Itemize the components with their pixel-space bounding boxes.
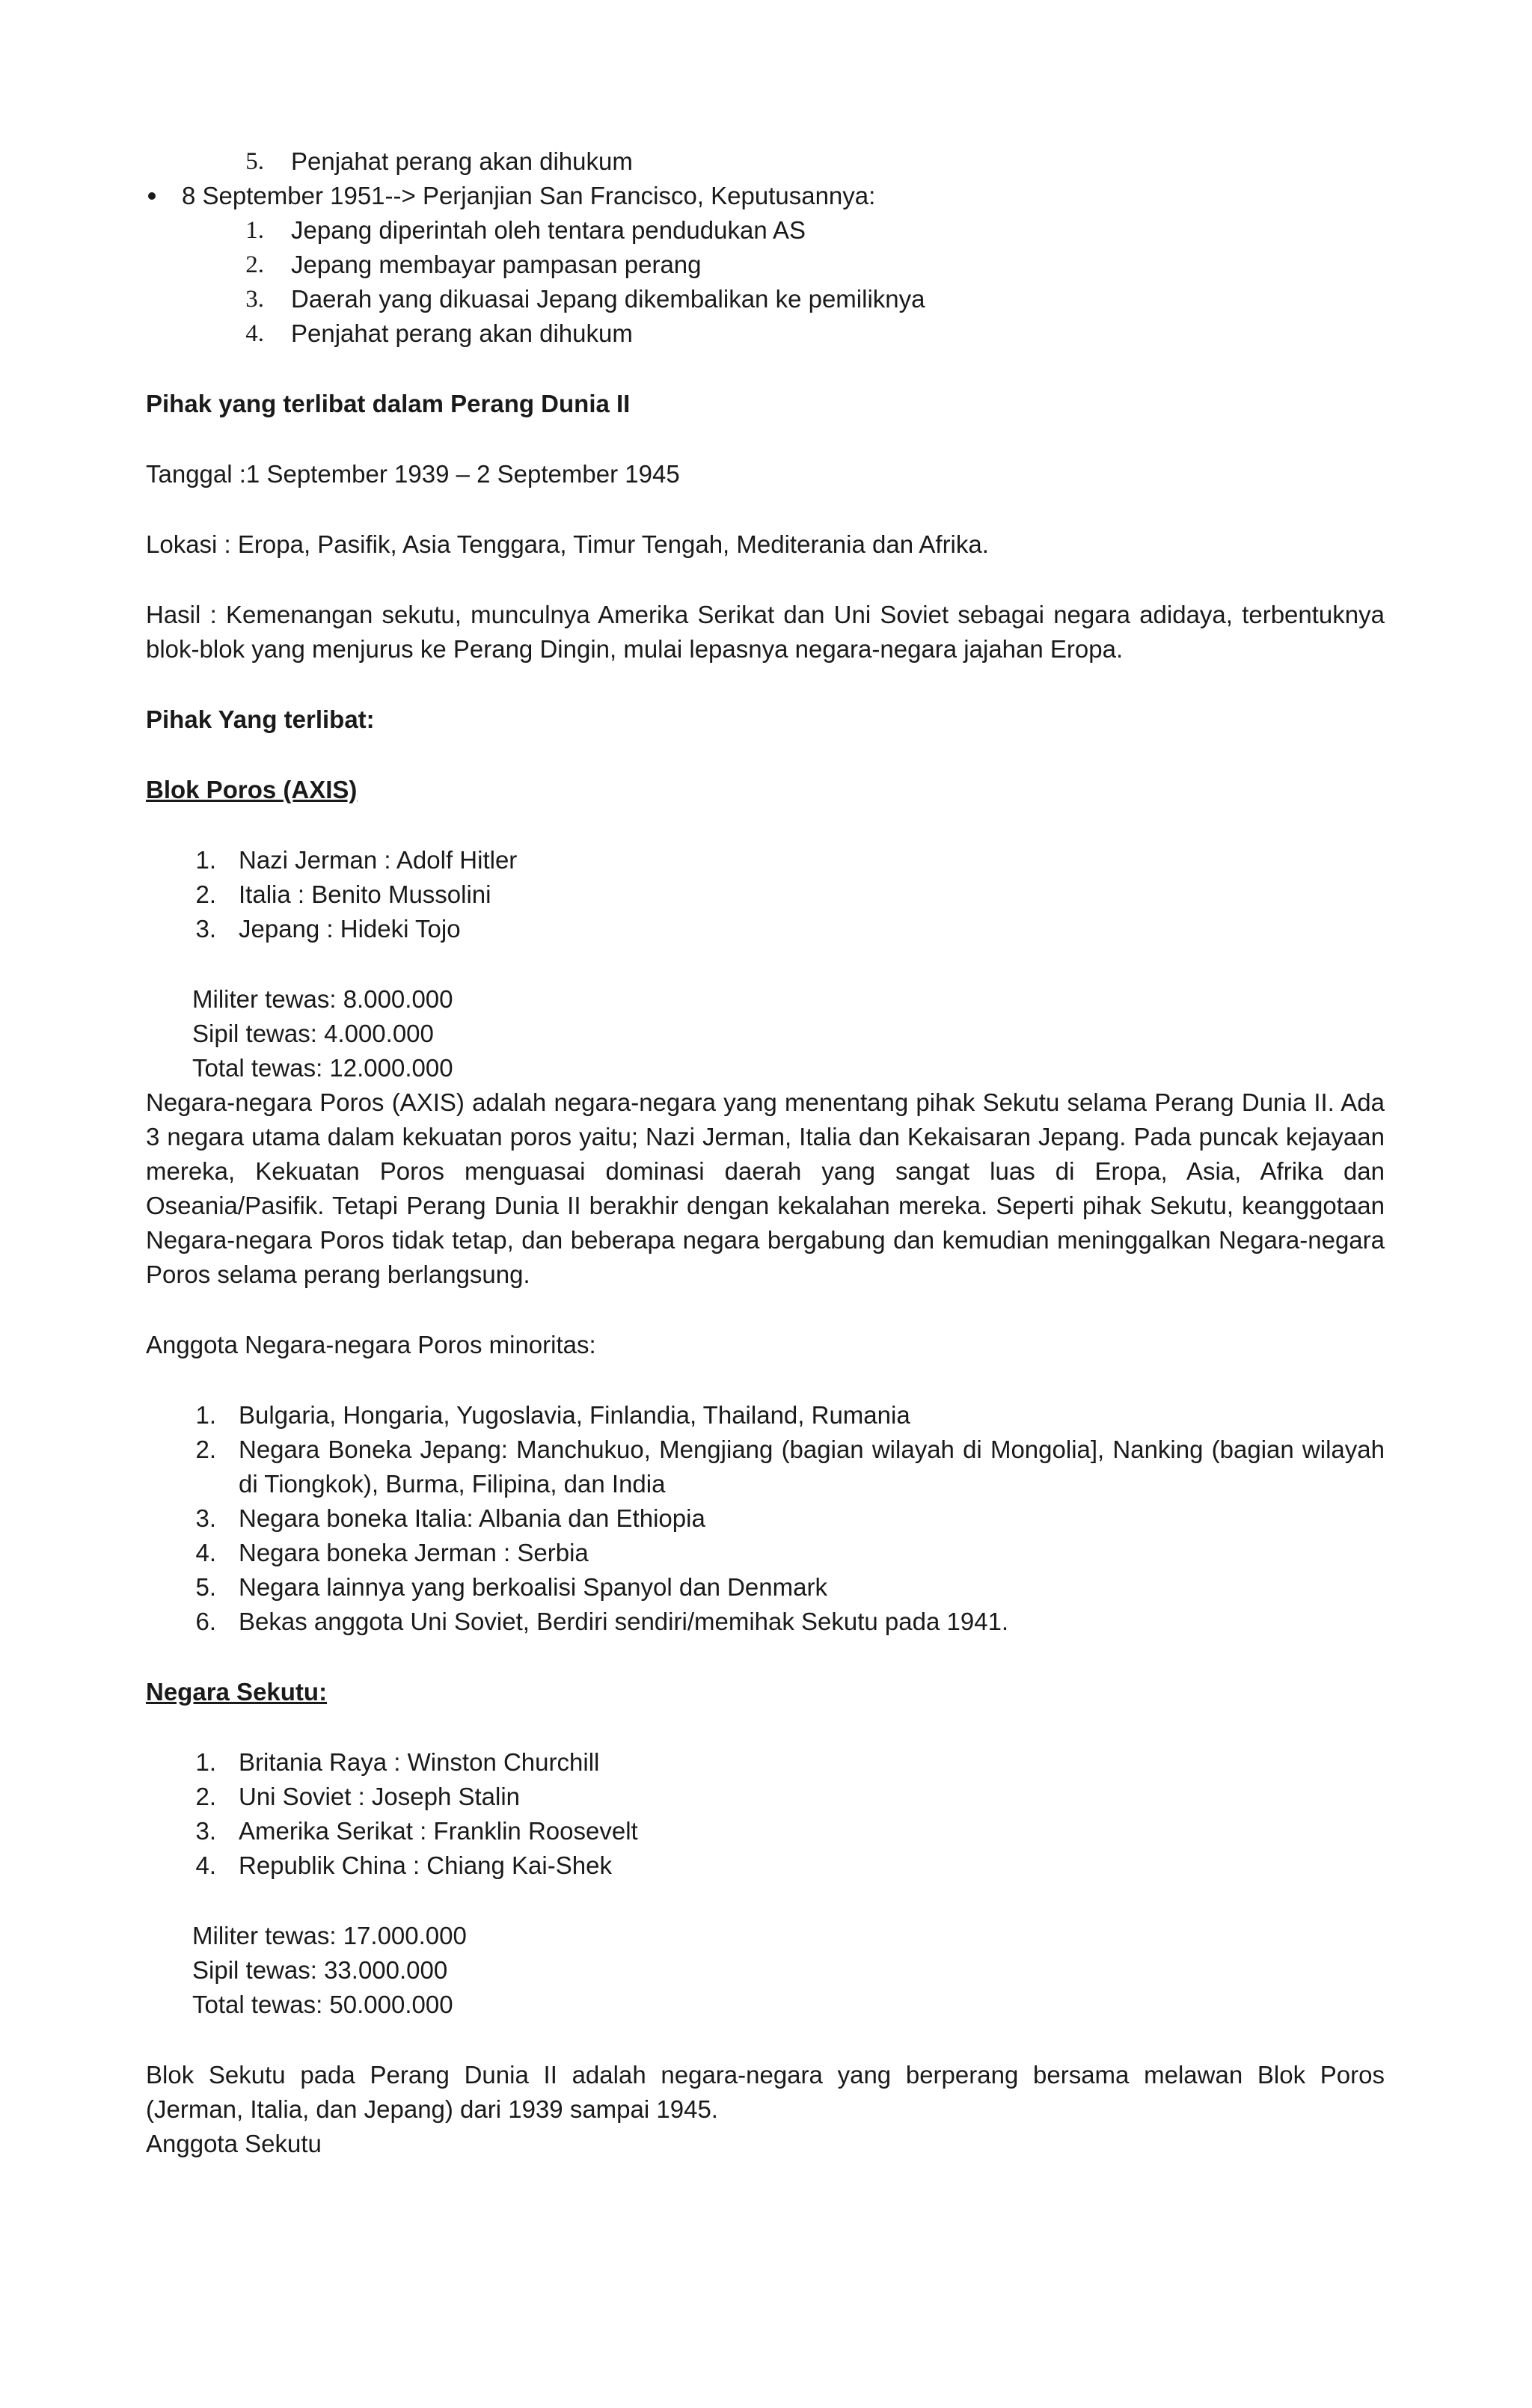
section-heading: Pihak yang terlibat dalam Perang Dunia II xyxy=(146,390,631,417)
list-text: Republik China : Chiang Kai-Shek xyxy=(239,1851,612,1879)
list-item xyxy=(146,912,1385,946)
allies-military-deaths: Militer tewas: 17.000.000 xyxy=(192,1922,467,1949)
list-text: Uni Soviet : Joseph Stalin xyxy=(239,1783,521,1810)
list-item xyxy=(146,282,1385,316)
list-text: Italia : Benito Mussolini xyxy=(239,880,491,908)
list-number: 6. xyxy=(195,1608,216,1635)
list-text: Penjahat perang akan dihukum xyxy=(291,147,633,175)
list-item xyxy=(146,248,1385,282)
list-number: 2. xyxy=(195,1783,216,1810)
axis-minor-list xyxy=(146,1398,1385,1639)
list-number: 2. xyxy=(245,251,264,278)
axis-description: Negara-negara Poros (AXIS) adalah negara-negara yang menentang pihak Sekutu selama Perang Dunia II. Ada 3 negara utama dalam kekuatan poros yaitu; Nazi Jerman, Italia dan Kekaisaran Jepang. Pada puncak kejayaan mereka, Kekuatan Poros menguasai dominasi daerah yang sangat luas di Eropa, Asia, Afrika dan Oseania/Pasifik. Tetapi Perang Dunia II berakhir dengan kekalahan mereka. Seperti pihak Sekutu, keanggotaan Negara-negara Poros tidak tetap, dan beberapa negara bergabung dan kemudian meninggalkan Negara-negara Poros selama perang berlangsung. xyxy=(146,1088,1385,1288)
list-text: Negara Boneka Jepang: Manchukuo, Mengjiang (bagian wilayah di Mongolia], Nanking (bagian wilayah di Tiongkok), Burma, Filipina, dan India xyxy=(239,1436,1385,1498)
list-number: 4. xyxy=(195,1539,216,1566)
allies-heading: Negara Sekutu: xyxy=(146,1678,328,1706)
list-number: 1. xyxy=(195,846,216,874)
list-number: 5. xyxy=(245,148,264,175)
list-number: 4. xyxy=(195,1851,216,1879)
list-item xyxy=(146,144,1385,179)
result-paragraph: Hasil : Kemenangan sekutu, munculnya Amerika Serikat dan Uni Soviet sebagai negara adidaya, terbentuknya blok-blok yang menjurus ke Perang Dingin, mulai lepasnya negara-negara jajahan Eropa. xyxy=(146,601,1385,663)
list-item xyxy=(146,213,1385,248)
list-text: Negara lainnya yang berkoalisi Spanyol dan Denmark xyxy=(239,1573,827,1601)
bullet-text: 8 September 1951--> Perjanjian San Francisco, Keputusannya: xyxy=(182,182,876,209)
list-item xyxy=(146,1501,1385,1536)
location-line: Lokasi : Eropa, Pasifik, Asia Tenggara, Timur Tengah, Mediterania dan Afrika. xyxy=(146,530,989,558)
list-text: Bulgaria, Hongaria, Yugoslavia, Finlandia, Thailand, Rumania xyxy=(239,1401,910,1429)
document-page xyxy=(146,144,1385,2161)
allies-leaders-list xyxy=(146,1745,1385,1883)
list-item xyxy=(146,1398,1385,1433)
list-number: 3. xyxy=(195,1817,216,1845)
list-number: 2. xyxy=(195,880,216,908)
list-text: Jepang membayar pampasan perang xyxy=(291,251,702,278)
axis-leaders-list xyxy=(146,843,1385,946)
list-item xyxy=(146,1433,1385,1501)
list-item xyxy=(146,843,1385,877)
treaty-decisions-list xyxy=(146,213,1385,351)
list-text: Negara boneka Italia: Albania dan Ethiopia xyxy=(239,1504,705,1532)
date-line: Tanggal :1 September 1939 – 2 September 1945 xyxy=(146,460,680,488)
list-number: 3. xyxy=(195,915,216,943)
list-text: Negara boneka Jerman : Serbia xyxy=(239,1539,589,1566)
allies-total-deaths: Total tewas: 50.000.000 xyxy=(192,1991,453,2018)
list-text: Amerika Serikat : Franklin Roosevelt xyxy=(239,1817,638,1845)
list-number: 2. xyxy=(195,1436,216,1463)
list-item xyxy=(146,316,1385,351)
list-number: 5. xyxy=(195,1573,216,1601)
axis-minor-label: Anggota Negara-negara Poros minoritas: xyxy=(146,1331,596,1358)
axis-heading: Blok Poros (AXIS) xyxy=(146,776,358,803)
list-number: 1. xyxy=(195,1748,216,1776)
list-item xyxy=(146,1745,1385,1780)
list-number: 3. xyxy=(195,1504,216,1532)
allies-members-label: Anggota Sekutu xyxy=(146,2130,322,2157)
bullet-item xyxy=(146,179,1385,213)
list-number: 4. xyxy=(245,320,264,347)
allies-description: Blok Sekutu pada Perang Dunia II adalah negara-negara yang berperang bersama melawan Blok Poros (Jerman, Italia, dan Jepang) dari 1939 sampai 1945. xyxy=(146,2061,1385,2123)
section-heading: Pihak Yang terlibat: xyxy=(146,705,375,733)
list-text: Daerah yang dikuasai Jepang dikembalikan ke pemiliknya xyxy=(291,285,925,313)
list-item xyxy=(146,1814,1385,1848)
list-text: Penjahat perang akan dihukum xyxy=(291,319,633,347)
allies-civilian-deaths: Sipil tewas: 33.000.000 xyxy=(192,1956,448,1984)
list-item xyxy=(146,1570,1385,1605)
list-item xyxy=(146,1605,1385,1639)
list-number: 3. xyxy=(245,286,264,313)
list-item xyxy=(146,1536,1385,1570)
list-item xyxy=(146,1780,1385,1814)
list-number: 1. xyxy=(195,1401,216,1429)
list-text: Bekas anggota Uni Soviet, Berdiri sendiri/memihak Sekutu pada 1941. xyxy=(239,1608,1009,1635)
list-item xyxy=(146,1848,1385,1883)
list-number: 1. xyxy=(245,217,264,244)
list-text: Britania Raya : Winston Churchill xyxy=(239,1748,600,1776)
axis-civilian-deaths: Sipil tewas: 4.000.000 xyxy=(192,1020,434,1047)
list-text: Jepang diperintah oleh tentara pendudukan AS xyxy=(291,216,806,244)
axis-military-deaths: Militer tewas: 8.000.000 xyxy=(192,985,453,1013)
axis-total-deaths: Total tewas: 12.000.000 xyxy=(192,1054,453,1082)
list-text: Nazi Jerman : Adolf Hitler xyxy=(239,846,518,874)
list-item xyxy=(146,877,1385,912)
list-text: Jepang : Hideki Tojo xyxy=(239,915,461,943)
bullet-icon xyxy=(146,179,182,213)
